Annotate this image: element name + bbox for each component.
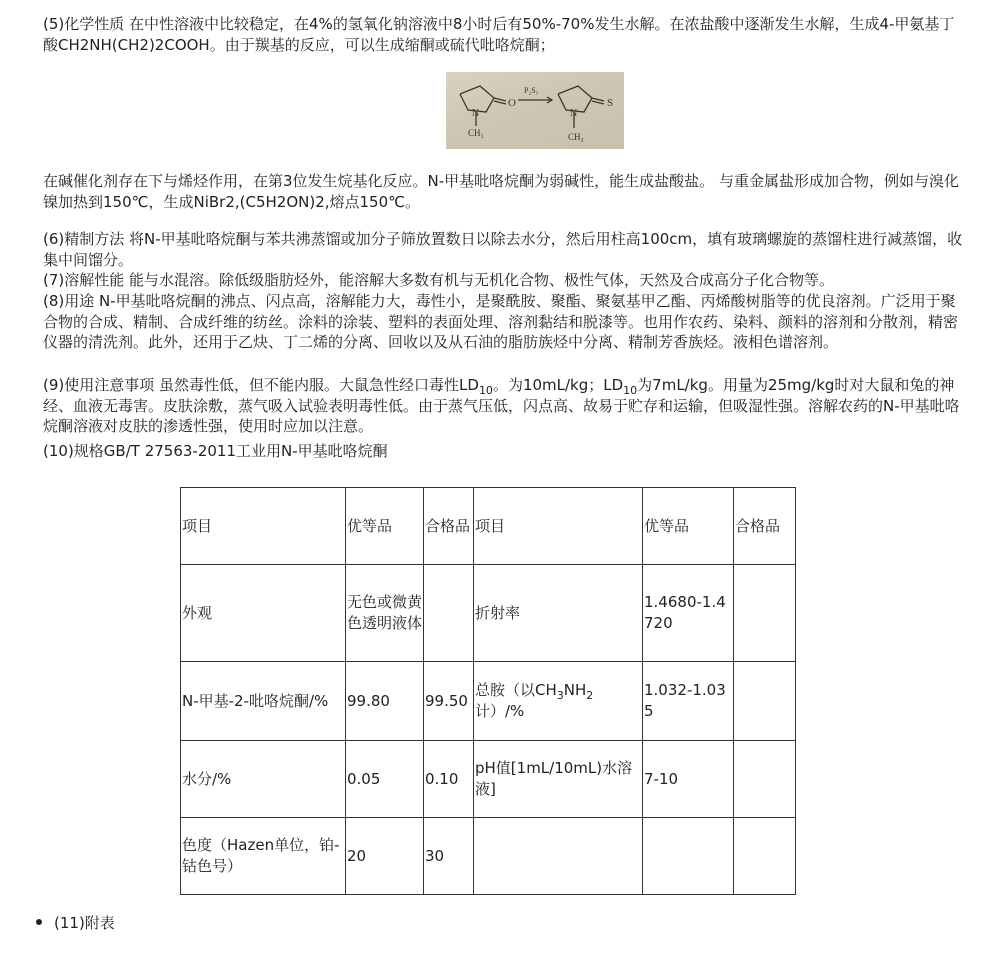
cell-total-amine-qualified — [734, 662, 796, 741]
total-amine-text-c: 计）/% — [475, 702, 525, 720]
cell-appearance-qualified — [424, 565, 474, 662]
cell-empty — [474, 818, 643, 895]
right-methyl-label: CH₃ — [568, 132, 584, 142]
cell-ph-value-qualified — [734, 741, 796, 818]
cell-appearance: 外观 — [181, 565, 346, 662]
cell-color-superior: 20 — [346, 818, 424, 895]
paragraph-alkylation: 在碱催化剂存在下与烯烃作用，在第3位发生烷基化反应。N-甲基吡咯烷酮为弱碱性，能生成盐酸盐。 与重金属盐形成加合物，例如与溴化镍加热到150℃，生成NiBr2,(C5H2ON)2,熔点150℃。 — [43, 172, 959, 211]
total-amine-text-a: 总胺（以CH — [475, 681, 557, 699]
paragraph-solubility: (7)溶解性能 能与水混溶。除低级脂肪烃外，能溶解大多数有机与无机化合物、极性气体，天然及合成高分子化合物等。 — [43, 271, 835, 289]
cell-color-qualified: 30 — [424, 818, 474, 895]
ld-subscript-1: 10 — [478, 384, 493, 397]
cell-moisture-qualified: 0.10 — [424, 741, 474, 818]
paragraph-uses: (8)用途 N-甲基吡咯烷酮的沸点、闪点高，溶解能力大，毒性小，是聚酰胺、聚酯、聚氨基甲乙酯、丙烯酸树脂等的优良溶剂。广泛用于聚合物的合成、精制、合成纤维的纺丝。涂料的涂装、塑料的表面处理、溶剂黏结和脱漆等。也用作农药、染料、颜料的溶剂和分散剂，精密仪器的清洗剂。此外，还用于乙炔、丁二烯的分离、回收以及从石油的脂肪族烃中分离、精制芳香族烃。液相色谱溶剂。 — [43, 292, 959, 351]
appendix-label: (11)附表 — [54, 914, 115, 932]
paragraph-precautions — [43, 375, 963, 437]
reaction-scheme-image — [446, 72, 624, 149]
cell-moisture-superior: 0.05 — [346, 741, 424, 818]
total-amine-text-b: NH — [563, 681, 587, 699]
paragraph-chemical-properties: (5)化学性质 在中性溶液中比较稳定，在4%的氢氧化钠溶液中8小时后有50%-70%发生水解。在浓盐酸中逐渐发生水解，生成4-甲氨基丁酸CH2NH(CH2)2COOH。由于羰基的反应，可以生成缩酮或硫代吡咯烷酮； — [43, 15, 955, 54]
header-qualified-2: 合格品 — [734, 488, 796, 565]
header-superior-1: 优等品 — [346, 488, 424, 565]
table-row — [181, 662, 796, 741]
right-nitrogen-label: N — [570, 108, 578, 119]
left-nitrogen-label: N — [472, 108, 480, 119]
cell-empty — [734, 818, 796, 895]
cell-refractive-index-qualified — [734, 565, 796, 662]
precautions-text-c: 为7mL/kg。用量为25mg/kg时对大鼠和兔的神经、血液无毒害。皮肤涂敷，蒸气吸入试验表明毒性低。由于蒸气压低，闪点高、故易于贮存和运输，但吸湿性强。溶解农药的N-甲基吡咯烷酮溶液对皮肤的渗透性强，使用时应加以注意。 — [43, 376, 960, 435]
table-row — [181, 565, 796, 662]
cell-empty — [643, 818, 734, 895]
table-header-row — [181, 488, 796, 565]
bullet-icon — [36, 919, 42, 925]
right-sulfur-label: S — [607, 97, 614, 109]
total-amine-sub-2: 2 — [586, 689, 594, 702]
cell-moisture: 水分/% — [181, 741, 346, 818]
precautions-text-a: (9)使用注意事项 虽然毒性低，但不能内服。大鼠急性经口毒性LD — [43, 376, 479, 394]
cell-appearance-superior: 无色或微黄色透明液体 — [346, 565, 424, 662]
left-methyl-label: CH₃ — [468, 128, 484, 138]
cell-refractive-index-superior: 1.4680-1.4720 — [643, 565, 734, 662]
cell-nmp-content-qualified: 99.50 — [424, 662, 474, 741]
cell-nmp-content: N-甲基-2-吡咯烷酮/% — [181, 662, 346, 741]
left-oxygen-label: O — [508, 97, 516, 109]
specification-table — [180, 487, 796, 895]
header-item-2: 项目 — [474, 488, 643, 565]
table-row — [181, 818, 796, 895]
cell-ph-value: pH值[1mL/10mL)水溶液] — [474, 741, 643, 818]
precautions-text-b: 。为10mL/kg；LD — [492, 376, 624, 394]
reaction-scheme-drawing — [446, 72, 624, 149]
header-superior-2: 优等品 — [643, 488, 734, 565]
list-item-appendix — [36, 913, 115, 934]
total-amine-sub-1: 3 — [556, 689, 564, 702]
paragraph-purification: (6)精制方法 将N-甲基吡咯烷酮与苯共沸蒸馏或加分子筛放置数日以除去水分，然后用柱高100cm，填有玻璃螺旋的蒸馏柱进行减蒸馏，收集中间馏分。 — [43, 230, 963, 269]
cell-total-amine — [474, 662, 643, 741]
table-row — [181, 741, 796, 818]
paragraph-specification: (10)规格GB/T 27563-2011工业用N-甲基吡咯烷酮 — [43, 442, 388, 460]
ld-subscript-2: 10 — [623, 384, 638, 397]
cell-total-amine-superior: 1.032-1.035 — [643, 662, 734, 741]
header-item-1: 项目 — [181, 488, 346, 565]
cell-color: 色度（Hazen单位，铂-钴色号） — [181, 818, 346, 895]
cell-ph-value-superior: 7-10 — [643, 741, 734, 818]
reagent-label: P₂S₅ — [524, 86, 539, 95]
cell-nmp-content-superior: 99.80 — [346, 662, 424, 741]
cell-refractive-index: 折射率 — [474, 565, 643, 662]
header-qualified-1: 合格品 — [424, 488, 474, 565]
